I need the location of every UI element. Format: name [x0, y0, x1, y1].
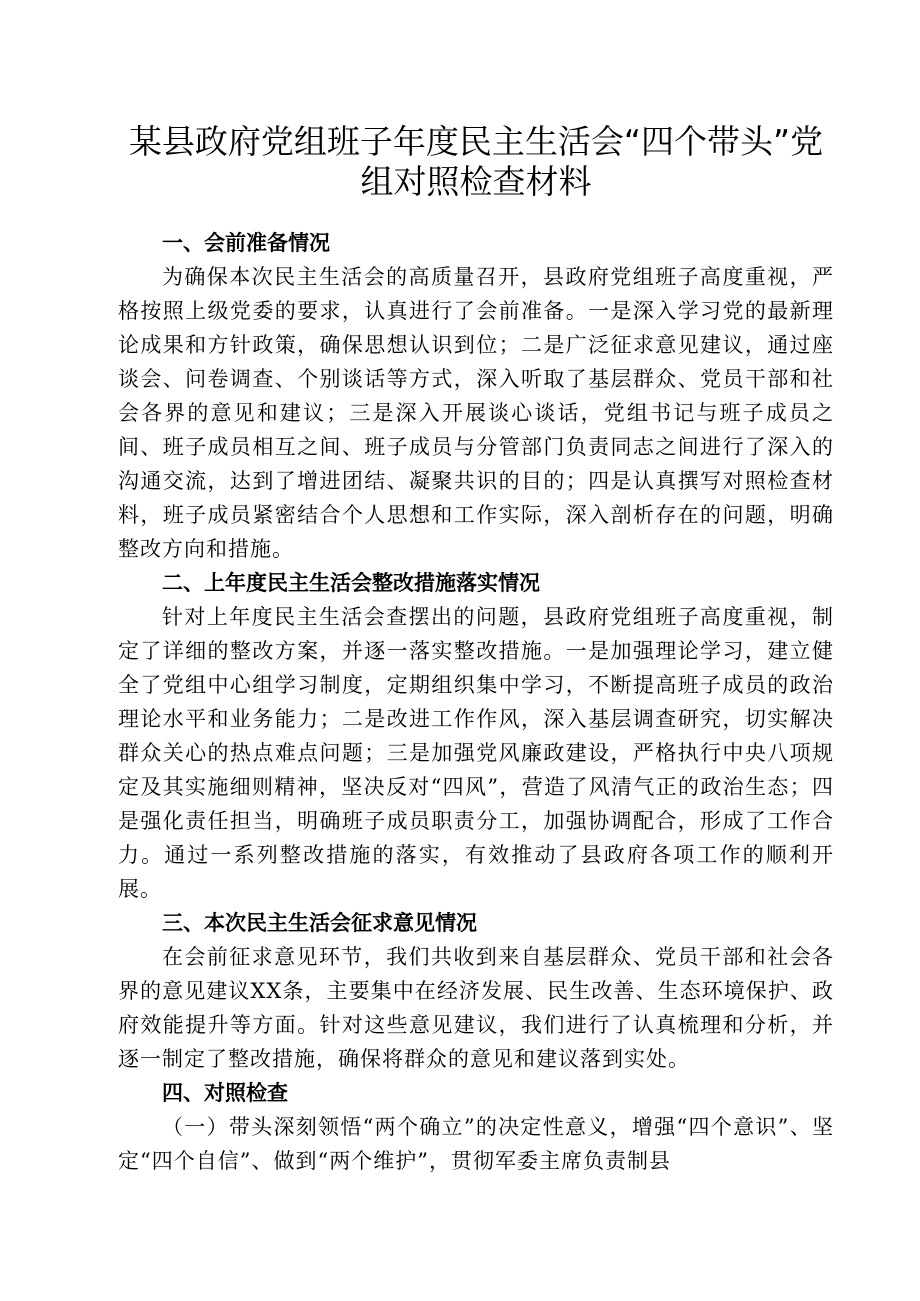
paragraph: 针对上年度民主生活会查摆出的问题，县政府党组班子高度重视，制定了详细的整改方案，并逐一落实整改措施。一是加强理论学习，建立健全了党组中心组学习制度，定期组织集中学习，不断提高班子成员的政治理论水平和业务能力；二是改进工作作风，深入基层调查研究，切实解决群众关心的热点难点问题；三是加强党风廉政建设，严格执行中央八项规定及其实施细则精神，坚决反对“四风”，营造了风清气正的政治生态；四是强化责任担当，明确班子成员职责分工，加强协调配合，形成了工作合力。通过一系列整改措施的落实，有效推动了县政府各项工作的顺利开展。	[118, 605, 834, 901]
paragraph: （一）带头深刻领悟“两个确立”的决定性意义，增强“四个意识”、坚定“四个自信”、做到“两个维护”，贯彻军委主席负责制县	[118, 1115, 834, 1173]
section-heading: 四、对照检查	[162, 1081, 288, 1105]
paragraph: 在会前征求意见环节，我们共收到来自基层群众、党员干部和社会各界的意见建议XX条，主要集中在经济发展、民生改善、生态环境保护、政府效能提升等方面。针对这些意见建议，我们进行了认真梳理和分析，并逐一制定了整改措施，确保将群众的意见和建议落到实处。	[118, 945, 834, 1071]
section-3	[118, 906, 834, 1076]
document-page	[118, 122, 834, 1178]
section-4	[118, 1076, 834, 1178]
section-heading: 二、上年度民主生活会整改措施落实情况	[162, 571, 540, 595]
section-heading: 三、本次民主生活会征求意见情况	[162, 911, 477, 935]
section-2	[118, 566, 834, 906]
section-1	[118, 226, 834, 566]
document-title: 某县政府党组班子年度民主生活会“四个带头”党组对照检查材料	[128, 122, 824, 201]
paragraph: 为确保本次民主生活会的高质量召开，县政府党组班子高度重视，严格按照上级党委的要求，认真进行了会前准备。一是深入学习党的最新理论成果和方针政策，确保思想认识到位；二是广泛征求意见建议，通过座谈会、问卷调查、个别谈话等方式，深入听取了基层群众、党员干部和社会各界的意见和建议；三是深入开展谈心谈话，党组书记与班子成员之间、班子成员相互之间、班子成员与分管部门负责同志之间进行了深入的沟通交流，达到了增进团结、凝聚共识的目的；四是认真撰写对照检查材料，班子成员紧密结合个人思想和工作实际，深入剖析存在的问题，明确整改方向和措施。	[118, 265, 834, 561]
section-heading: 一、会前准备情况	[162, 231, 330, 255]
